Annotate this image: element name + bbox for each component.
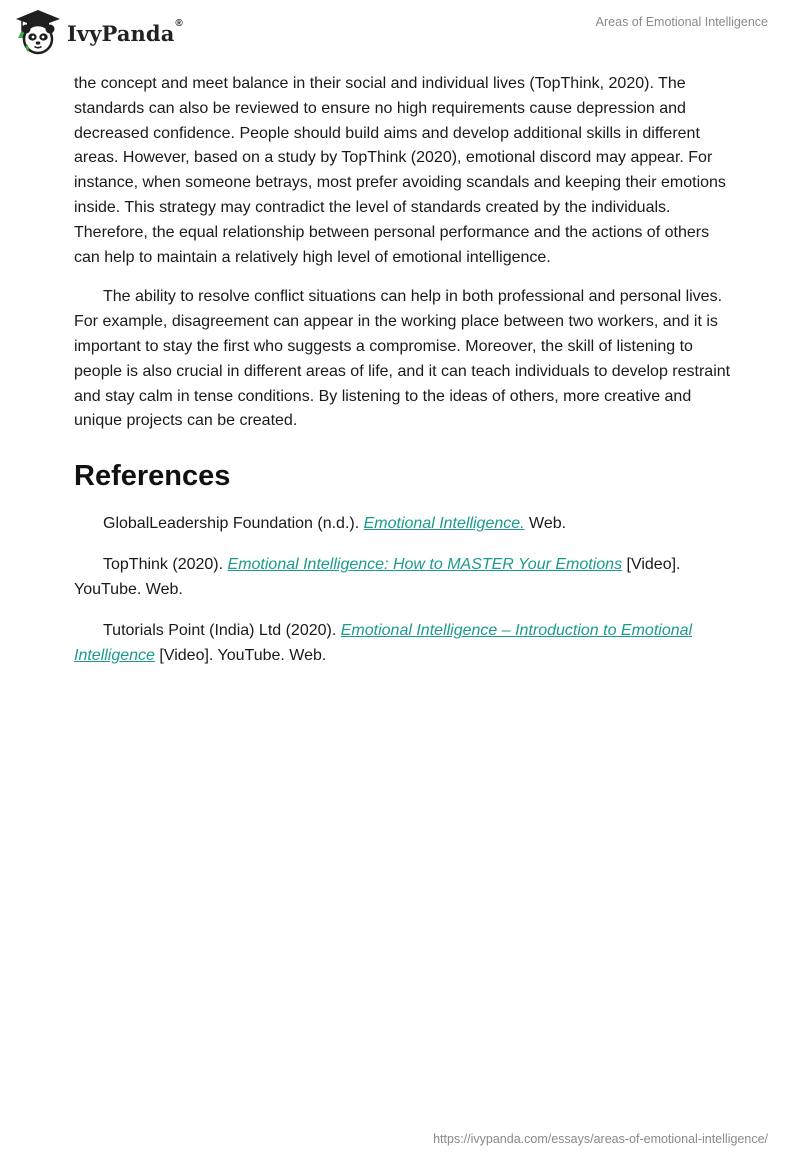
reference-link[interactable]: Emotional Intelligence – Introduction to Emotional Intelligence [74, 622, 693, 665]
logo-text: IvyPanda [67, 20, 175, 46]
panda-graduate-icon [14, 8, 62, 56]
ivypanda-logo[interactable] [14, 8, 183, 56]
reference-item-2 [74, 552, 734, 602]
footer-url[interactable]: https://ivypanda.com/essays/areas-of-emotional-intelligence/ [433, 1132, 768, 1146]
reference-author: Tutorials Point (India) Ltd (2020). [103, 622, 341, 640]
reference-suffix: [Video]. YouTube. Web. [74, 556, 681, 599]
reference-item-3 [74, 618, 734, 668]
references-heading: References [74, 460, 231, 493]
document-title: Areas of Emotional Intelligence [595, 15, 768, 29]
reference-author: GlobalLeadership Foundation (n.d.). [103, 515, 364, 533]
logo-registered-mark: ® [175, 17, 183, 29]
page-header [0, 0, 800, 70]
body-paragraph-2: The ability to resolve conflict situations can help in both professional and personal lives. For example, disagreement can appear in the working place between two workers, and it is important to stay the first who suggests a compromise. Moreover, the skill of listening to people is also crucial in different areas of life, and it can teach individuals to develop restraint and stay calm in tense conditions. By listening to the ideas of others, more creative and unique projects can be created. [74, 288, 731, 430]
reference-suffix: Web. [524, 515, 567, 533]
body-paragraph-1: the concept and meet balance in their social and individual lives (TopThink, 2020). The standards can also be reviewed to ensure no high requirements cause depression and decreased confidence. People should build aims and develop additional skills in different areas. However, based on a study by TopThink (2020), emotional discord may appear. For instance, when someone betrays, most prefer avoiding scandals and keeping their emotions inside. This strategy may contradict the level of standards created by the individuals. Therefore, the equal relationship between personal performance and the actions of others can help to maintain a relatively high level of emotional intelligence. [74, 75, 726, 266]
reference-suffix: [Video]. YouTube. Web. [154, 647, 327, 665]
reference-author: TopThink (2020). [103, 556, 228, 574]
reference-item-1 [74, 511, 734, 536]
reference-link[interactable]: Emotional Intelligence. [363, 515, 525, 533]
essay-content [74, 72, 734, 684]
reference-link[interactable]: Emotional Intelligence: How to MASTER Your Emotions [227, 556, 623, 574]
